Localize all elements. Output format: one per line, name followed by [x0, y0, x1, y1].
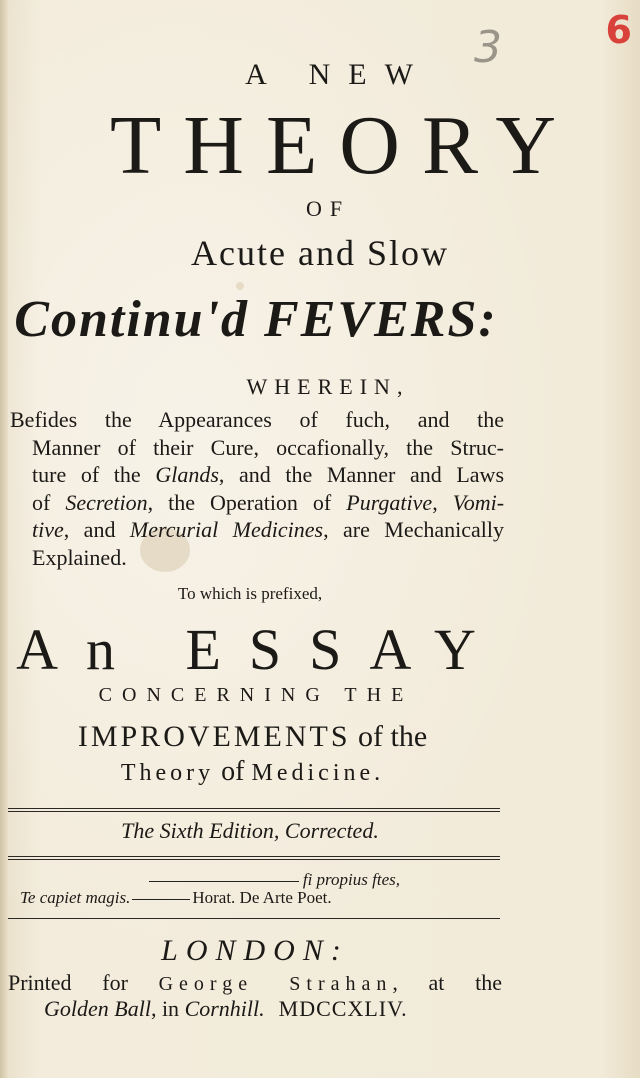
title-line-a-new: A NEW: [245, 58, 431, 91]
description-paragraph: [10, 406, 504, 571]
pencil-mark: 3: [474, 22, 502, 73]
rule-middle: [8, 856, 500, 857]
motto-line-2: Te capiet magis. Horat. De Arte Poet.: [20, 888, 332, 907]
title-line-acute-slow: Acute and Slow: [191, 233, 449, 273]
description-line: tive, and Mercurial Medicines, are Mechanically: [32, 517, 505, 542]
essay-concerning: CONCERNING THE: [98, 684, 414, 706]
motto-line-1: fi propius ftes,: [130, 870, 400, 890]
foxing-stain: [236, 282, 244, 290]
motto-dash: [149, 881, 299, 882]
wherein-heading: WHEREIN,: [246, 374, 410, 399]
manuscript-number: 6: [605, 8, 632, 52]
rule-lower: [8, 918, 500, 919]
imprint-printer: Printed for George Strahan, at the: [8, 970, 502, 995]
edition-statement: The Sixth Edition, Corrected.: [121, 818, 379, 843]
imprint-city: LONDON:: [161, 934, 349, 967]
essay-theory-of-medicine: Theory of Medicine.: [120, 756, 385, 787]
imprint-place-date: Golden Ball, in Cornhill. MDCCXLIV.: [44, 996, 408, 1021]
motto-dash: [132, 899, 190, 900]
rule-upper-thin: [8, 811, 500, 812]
description-line: Manner of their Cure, occafionally, the Struc-: [32, 434, 504, 460]
prefixed-note: To which is prefixed,: [177, 584, 323, 603]
title-line-theory: THEORY: [110, 99, 578, 192]
description-line: ture of the Glands, and the Manner and Laws: [32, 462, 505, 487]
rule-upper: [8, 808, 500, 809]
title-line-fevers: Continu'd FEVERS:: [14, 291, 498, 348]
description-line: of Secretion, the Operation of Purgative, Vomi-: [32, 489, 505, 515]
essay-title: An ESSAY: [16, 617, 504, 682]
essay-improvements: IMPROVEMENTS of the: [77, 720, 428, 753]
description-line: Explained.: [32, 544, 127, 570]
title-line-of: OF: [305, 196, 351, 221]
rule-middle-thin: [8, 859, 500, 860]
description-line: Befides the Appearances of fuch, and the: [10, 407, 504, 432]
